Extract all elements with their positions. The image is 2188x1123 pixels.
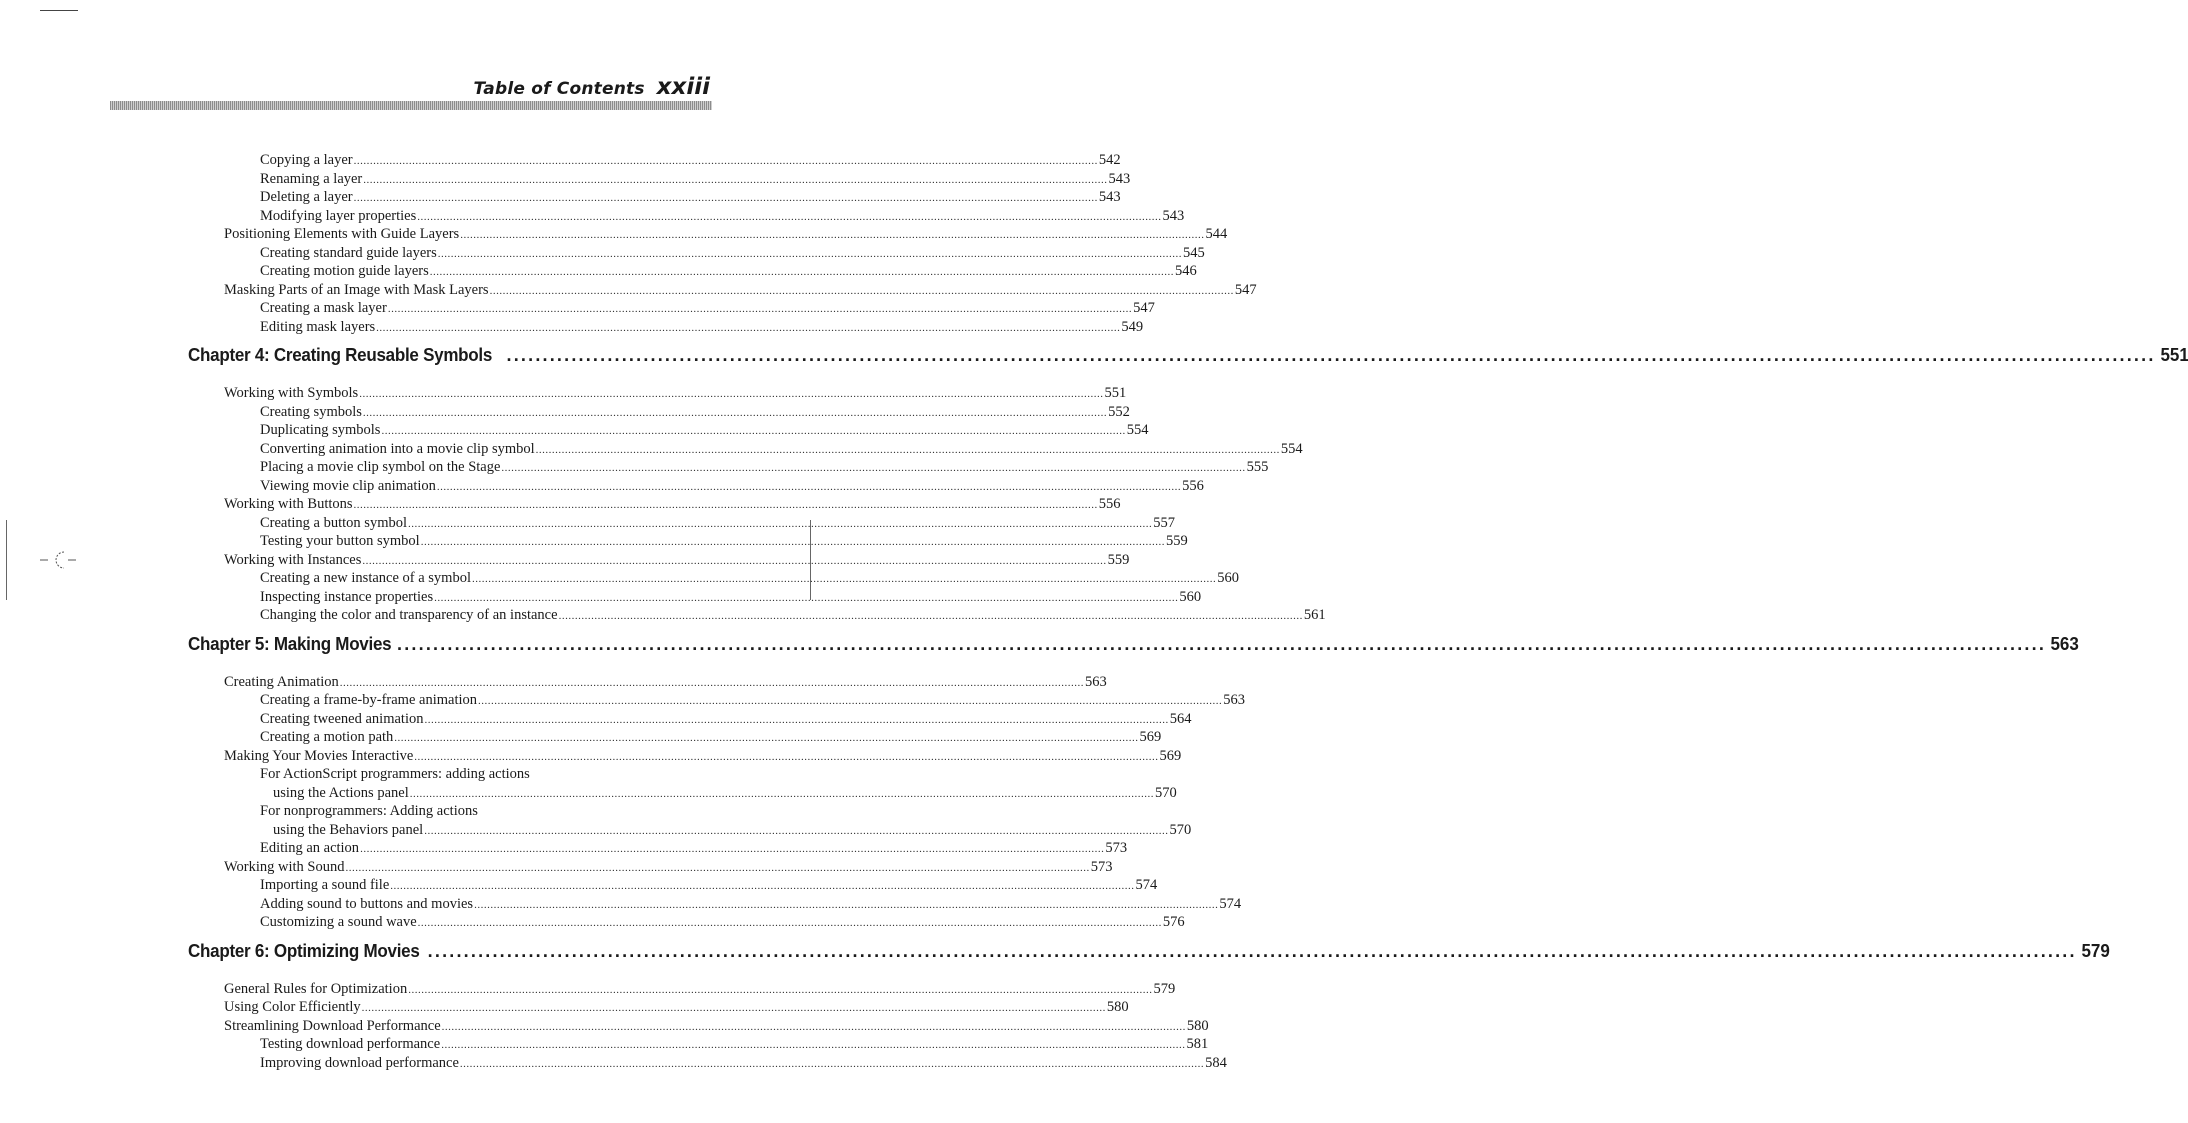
entry-page-number: 554 bbox=[1280, 440, 1303, 457]
entry-page-number: 569 bbox=[1139, 729, 1162, 745]
entry-title: Working with Buttons bbox=[224, 496, 353, 512]
entry-title: Adding sound to buttons and movies bbox=[260, 895, 474, 912]
entry-title: Positioning Elements with Guide Layers bbox=[224, 226, 460, 242]
registration-mark-icon bbox=[40, 545, 80, 575]
toc-subsection-entry bbox=[273, 821, 1192, 839]
dot-leader: ..................................................................................................................................................................................................................................... bbox=[363, 173, 1108, 186]
entry-title: using the Behaviors panel bbox=[273, 821, 424, 838]
entry-title: Testing download performance bbox=[260, 1036, 441, 1052]
entry-page-number: 543 bbox=[1108, 170, 1131, 187]
toc-subsection-entry bbox=[260, 606, 1326, 624]
entry-title: Creating a frame-by-frame animation bbox=[260, 692, 477, 708]
entry-title: Masking Parts of an Image with Mask Layers bbox=[224, 281, 489, 298]
entry-page-number: 556 bbox=[1098, 496, 1121, 512]
dot-leader: ..................................................................................................................................................................................................................................... bbox=[535, 443, 1280, 456]
toc-section-entry bbox=[224, 225, 1228, 243]
dot-leader: ..................................................................................................................................................................................................................................... bbox=[501, 462, 1246, 474]
entry-title: Chapter 4: Creating Reusable Symbols bbox=[188, 344, 493, 365]
entry-page-number: 573 bbox=[1090, 858, 1113, 875]
toc-section-entry bbox=[224, 998, 1129, 1016]
toc-subsection-entry bbox=[260, 588, 1202, 606]
dot-leader: ..................................................................................................................................................................................................................................... bbox=[489, 284, 1234, 297]
entry-title: Working with Sound bbox=[224, 858, 345, 875]
entry-title: Renaming a layer bbox=[260, 170, 363, 187]
crop-mark-left bbox=[6, 520, 7, 600]
dot-leader: ..................................................................................................................................................................................................................................... bbox=[408, 983, 1153, 996]
entry-title: using the Actions panel bbox=[273, 784, 409, 801]
entry-page-number: 546 bbox=[1174, 263, 1197, 279]
entry-page-number: 557 bbox=[1153, 514, 1175, 531]
entry-page-number: 561 bbox=[1303, 607, 1326, 623]
dot-leader: ..................................................................................................................................................................................................................................... bbox=[408, 517, 1153, 530]
dot-leader: ..................................................................................................................................................................................................................................... bbox=[441, 1039, 1186, 1051]
toc-section-entry bbox=[224, 384, 1127, 402]
toc-section-entry bbox=[224, 858, 1113, 876]
entry-page-number: 569 bbox=[1159, 747, 1182, 764]
dot-leader: ..................................................................................................................................................................................................................................... bbox=[420, 536, 1165, 548]
toc-subsection-entry bbox=[260, 913, 1185, 931]
entry-page-number: 576 bbox=[1162, 914, 1185, 930]
toc-subsection-entry bbox=[273, 784, 1177, 802]
dot-leader: ..................................................................................................................................................................................................................................... bbox=[506, 345, 2156, 365]
dot-leader: ..................................................................................................................................................................................................................................... bbox=[424, 824, 1169, 837]
toc-subsection-entry bbox=[260, 244, 1205, 262]
dot-leader: ..................................................................................................................................................................................................................................... bbox=[417, 917, 1162, 929]
toc-subsection-entry bbox=[260, 728, 1162, 746]
entry-page-number: 559 bbox=[1165, 533, 1188, 549]
toc-subsection-entry bbox=[260, 802, 704, 820]
toc-subsection-entry bbox=[260, 207, 1185, 225]
entry-title: Changing the color and transparency of an instance bbox=[260, 607, 558, 623]
entry-title: Copying a layer bbox=[260, 152, 353, 168]
entry-title: General Rules for Optimization bbox=[224, 980, 408, 997]
entry-page-number: 543 bbox=[1098, 189, 1121, 205]
entry-title: Chapter 5: Making Movies bbox=[188, 632, 392, 654]
toc-subsection-entry bbox=[260, 839, 1128, 857]
toc-subsection-entry bbox=[260, 458, 1269, 476]
dot-leader: ..................................................................................................................................................................................................................................... bbox=[460, 229, 1205, 241]
entry-page-number: 560 bbox=[1217, 570, 1239, 586]
running-head-title: Table of Contents bbox=[473, 79, 645, 99]
entry-page-number: 556 bbox=[1182, 477, 1204, 494]
dot-leader: ..................................................................................................................................................................................................................................... bbox=[417, 210, 1162, 223]
toc-section-entry bbox=[224, 747, 1182, 765]
dot-leader: ..................................................................................................................................................................................................................................... bbox=[376, 321, 1121, 334]
entry-title: Creating a button symbol bbox=[260, 514, 407, 531]
dot-leader: ..................................................................................................................................................................................................................................... bbox=[362, 554, 1107, 567]
entry-title: Testing your button symbol bbox=[260, 533, 420, 549]
entry-page-number: 570 bbox=[1154, 784, 1177, 801]
entry-page-number: 551 bbox=[2160, 344, 2188, 365]
entry-page-number: 563 bbox=[1223, 692, 1245, 708]
toc-subsection-entry bbox=[260, 403, 1130, 421]
entry-page-number: 547 bbox=[1133, 300, 1155, 316]
entry-title: Creating a mask layer bbox=[260, 300, 387, 316]
entry-page-number: 552 bbox=[1108, 403, 1130, 420]
dot-leader: ..................................................................................................................................................................................................................................... bbox=[474, 898, 1219, 911]
dot-leader: ..................................................................................................................................................................................................................................... bbox=[397, 633, 2047, 654]
toc-subsection-entry bbox=[260, 569, 1239, 587]
dot-leader: ..................................................................................................................................................................................................................................... bbox=[459, 1057, 1205, 1070]
dot-leader: ..................................................................................................................................................................................................................................... bbox=[345, 861, 1090, 874]
entry-page-number: 544 bbox=[1205, 226, 1228, 242]
entry-title: Creating tweened animation bbox=[260, 710, 424, 727]
entry-title: Creating standard guide layers bbox=[260, 244, 437, 261]
entry-title: Placing a movie clip symbol on the Stage bbox=[260, 459, 501, 475]
toc-subsection-entry bbox=[260, 151, 1121, 169]
entry-title: Deleting a layer bbox=[260, 189, 353, 205]
toc-section-entry bbox=[224, 281, 1257, 299]
dot-leader: ..................................................................................................................................................................................................................................... bbox=[381, 425, 1126, 437]
entry-page-number: 580 bbox=[1106, 999, 1129, 1015]
toc-subsection-entry bbox=[260, 170, 1131, 188]
entry-title: Inspecting instance properties bbox=[260, 588, 434, 605]
entry-title: Viewing movie clip animation bbox=[260, 477, 436, 494]
entry-title: Converting animation into a movie clip symbol bbox=[260, 440, 535, 457]
entry-page-number: 554 bbox=[1126, 422, 1149, 438]
dot-leader: ..................................................................................................................................................................................................................................... bbox=[387, 303, 1133, 315]
toc-section-entry bbox=[224, 495, 1121, 513]
entry-page-number: 581 bbox=[1186, 1036, 1209, 1052]
toc-subsection-entry bbox=[260, 262, 1197, 280]
entry-page-number: 579 bbox=[2081, 939, 2110, 961]
entry-page-number: 549 bbox=[1121, 318, 1144, 335]
toc-subsection-entry bbox=[260, 514, 1175, 532]
entry-title: Using Color Efficiently bbox=[224, 999, 361, 1015]
dot-leader: ..................................................................................................................................................................................................................................... bbox=[390, 880, 1135, 892]
toc-subsection-entry bbox=[260, 765, 704, 783]
entry-page-number: 545 bbox=[1183, 244, 1205, 261]
toc-subsection-entry bbox=[260, 532, 1188, 550]
entry-title: Making Your Movies Interactive bbox=[224, 747, 414, 764]
page-number: xxiii bbox=[656, 74, 710, 100]
crop-mark-top bbox=[40, 10, 78, 11]
chapter-heading bbox=[188, 939, 2110, 966]
entry-title: Streamlining Download Performance bbox=[224, 1017, 441, 1034]
entry-title: Customizing a sound wave bbox=[260, 914, 417, 930]
entry-title: Modifying layer properties bbox=[260, 207, 417, 224]
entry-page-number: 559 bbox=[1107, 551, 1130, 568]
toc-subsection-entry bbox=[260, 299, 1155, 317]
toc-section-entry bbox=[224, 980, 1176, 998]
toc-subsection-entry bbox=[260, 477, 1204, 495]
dot-leader: ..................................................................................................................................................................................................................................... bbox=[429, 266, 1174, 278]
dot-leader: ..................................................................................................................................................................................................................................... bbox=[359, 388, 1104, 400]
entry-title: Duplicating symbols bbox=[260, 422, 381, 438]
dot-leader: ..................................................................................................................................................................................................................................... bbox=[362, 406, 1108, 419]
entry-title: Editing mask layers bbox=[260, 318, 376, 335]
entry-title: For ActionScript programmers: adding actions bbox=[260, 766, 530, 782]
dot-leader: ..................................................................................................................................................................................................................................... bbox=[427, 940, 2077, 961]
entry-title: Importing a sound file bbox=[260, 877, 390, 893]
toc-subsection-entry bbox=[260, 1054, 1227, 1072]
dot-leader: ..................................................................................................................................................................................................................................... bbox=[361, 1002, 1106, 1014]
entry-page-number: 580 bbox=[1186, 1017, 1209, 1034]
entry-page-number: 573 bbox=[1105, 840, 1128, 856]
entry-title: Creating Animation bbox=[224, 673, 339, 690]
entry-title: Creating motion guide layers bbox=[260, 263, 429, 279]
entry-page-number: 551 bbox=[1104, 385, 1127, 401]
toc-subsection-entry bbox=[260, 895, 1242, 913]
chapter-heading bbox=[188, 344, 2188, 370]
entry-page-number: 547 bbox=[1234, 281, 1257, 298]
header-rule bbox=[110, 101, 712, 110]
entry-page-number: 563 bbox=[2050, 632, 2079, 654]
toc-subsection-entry bbox=[260, 318, 1144, 336]
dot-leader: ..................................................................................................................................................................................................................................... bbox=[436, 480, 1182, 493]
toc-subsection-entry bbox=[260, 710, 1192, 728]
entry-title: Creating symbols bbox=[260, 403, 362, 420]
toc-section-entry bbox=[224, 1017, 1209, 1035]
dot-leader: ..................................................................................................................................................................................................................................... bbox=[353, 499, 1098, 511]
entry-title: Chapter 6: Optimizing Movies bbox=[188, 939, 420, 961]
entry-page-number: 574 bbox=[1219, 895, 1242, 912]
dot-leader: ..................................................................................................................................................................................................................................... bbox=[558, 610, 1303, 622]
entry-page-number: 579 bbox=[1153, 980, 1176, 997]
dot-leader: ..................................................................................................................................................................................................................................... bbox=[394, 732, 1139, 744]
entry-page-number: 560 bbox=[1179, 588, 1202, 605]
entry-title: For nonprogrammers: Adding actions bbox=[260, 803, 478, 819]
dot-leader: ..................................................................................................................................................................................................................................... bbox=[409, 787, 1154, 800]
dot-leader: ..................................................................................................................................................................................................................................... bbox=[441, 1020, 1186, 1033]
toc-subsection-entry bbox=[260, 876, 1158, 894]
dot-leader: ..................................................................................................................................................................................................................................... bbox=[478, 695, 1223, 707]
dot-leader: ..................................................................................................................................................................................................................................... bbox=[424, 713, 1169, 726]
entry-title: Working with Instances bbox=[224, 551, 362, 568]
entry-page-number: 564 bbox=[1169, 710, 1192, 727]
dot-leader: ..................................................................................................................................................................................................................................... bbox=[437, 247, 1183, 260]
toc-section-entry bbox=[224, 551, 1130, 569]
running-head bbox=[474, 74, 710, 100]
chapter-heading bbox=[188, 632, 2079, 659]
entry-title: Editing an action bbox=[260, 840, 360, 856]
toc-subsection-entry bbox=[260, 188, 1121, 206]
entry-page-number: 542 bbox=[1098, 152, 1121, 168]
entry-title: Working with Symbols bbox=[224, 385, 359, 401]
dot-leader: ..................................................................................................................................................................................................................................... bbox=[360, 843, 1105, 855]
entry-page-number: 584 bbox=[1205, 1054, 1227, 1071]
entry-title: Creating a new instance of a symbol bbox=[260, 570, 471, 586]
entry-title: Improving download performance bbox=[260, 1054, 459, 1071]
entry-page-number: 563 bbox=[1085, 673, 1107, 690]
entry-title: Creating a motion path bbox=[260, 729, 394, 745]
entry-page-number: 555 bbox=[1246, 459, 1269, 475]
toc-subsection-entry bbox=[260, 1035, 1209, 1053]
entry-page-number: 574 bbox=[1135, 877, 1158, 893]
dot-leader: ..................................................................................................................................................................................................................................... bbox=[353, 155, 1098, 167]
toc-section-entry bbox=[224, 673, 1107, 691]
dot-leader: ..................................................................................................................................................................................................................................... bbox=[434, 591, 1179, 604]
toc-subsection-entry bbox=[260, 440, 1303, 458]
entry-page-number: 570 bbox=[1169, 821, 1192, 838]
dot-leader: ..................................................................................................................................................................................................................................... bbox=[414, 750, 1159, 763]
toc-subsection-entry bbox=[260, 691, 1245, 709]
dot-leader: ..................................................................................................................................................................................................................................... bbox=[472, 573, 1217, 585]
dot-leader: ..................................................................................................................................................................................................................................... bbox=[339, 676, 1085, 689]
toc-subsection-entry bbox=[260, 421, 1149, 439]
dot-leader: ..................................................................................................................................................................................................................................... bbox=[353, 192, 1098, 204]
entry-page-number: 543 bbox=[1162, 207, 1185, 224]
